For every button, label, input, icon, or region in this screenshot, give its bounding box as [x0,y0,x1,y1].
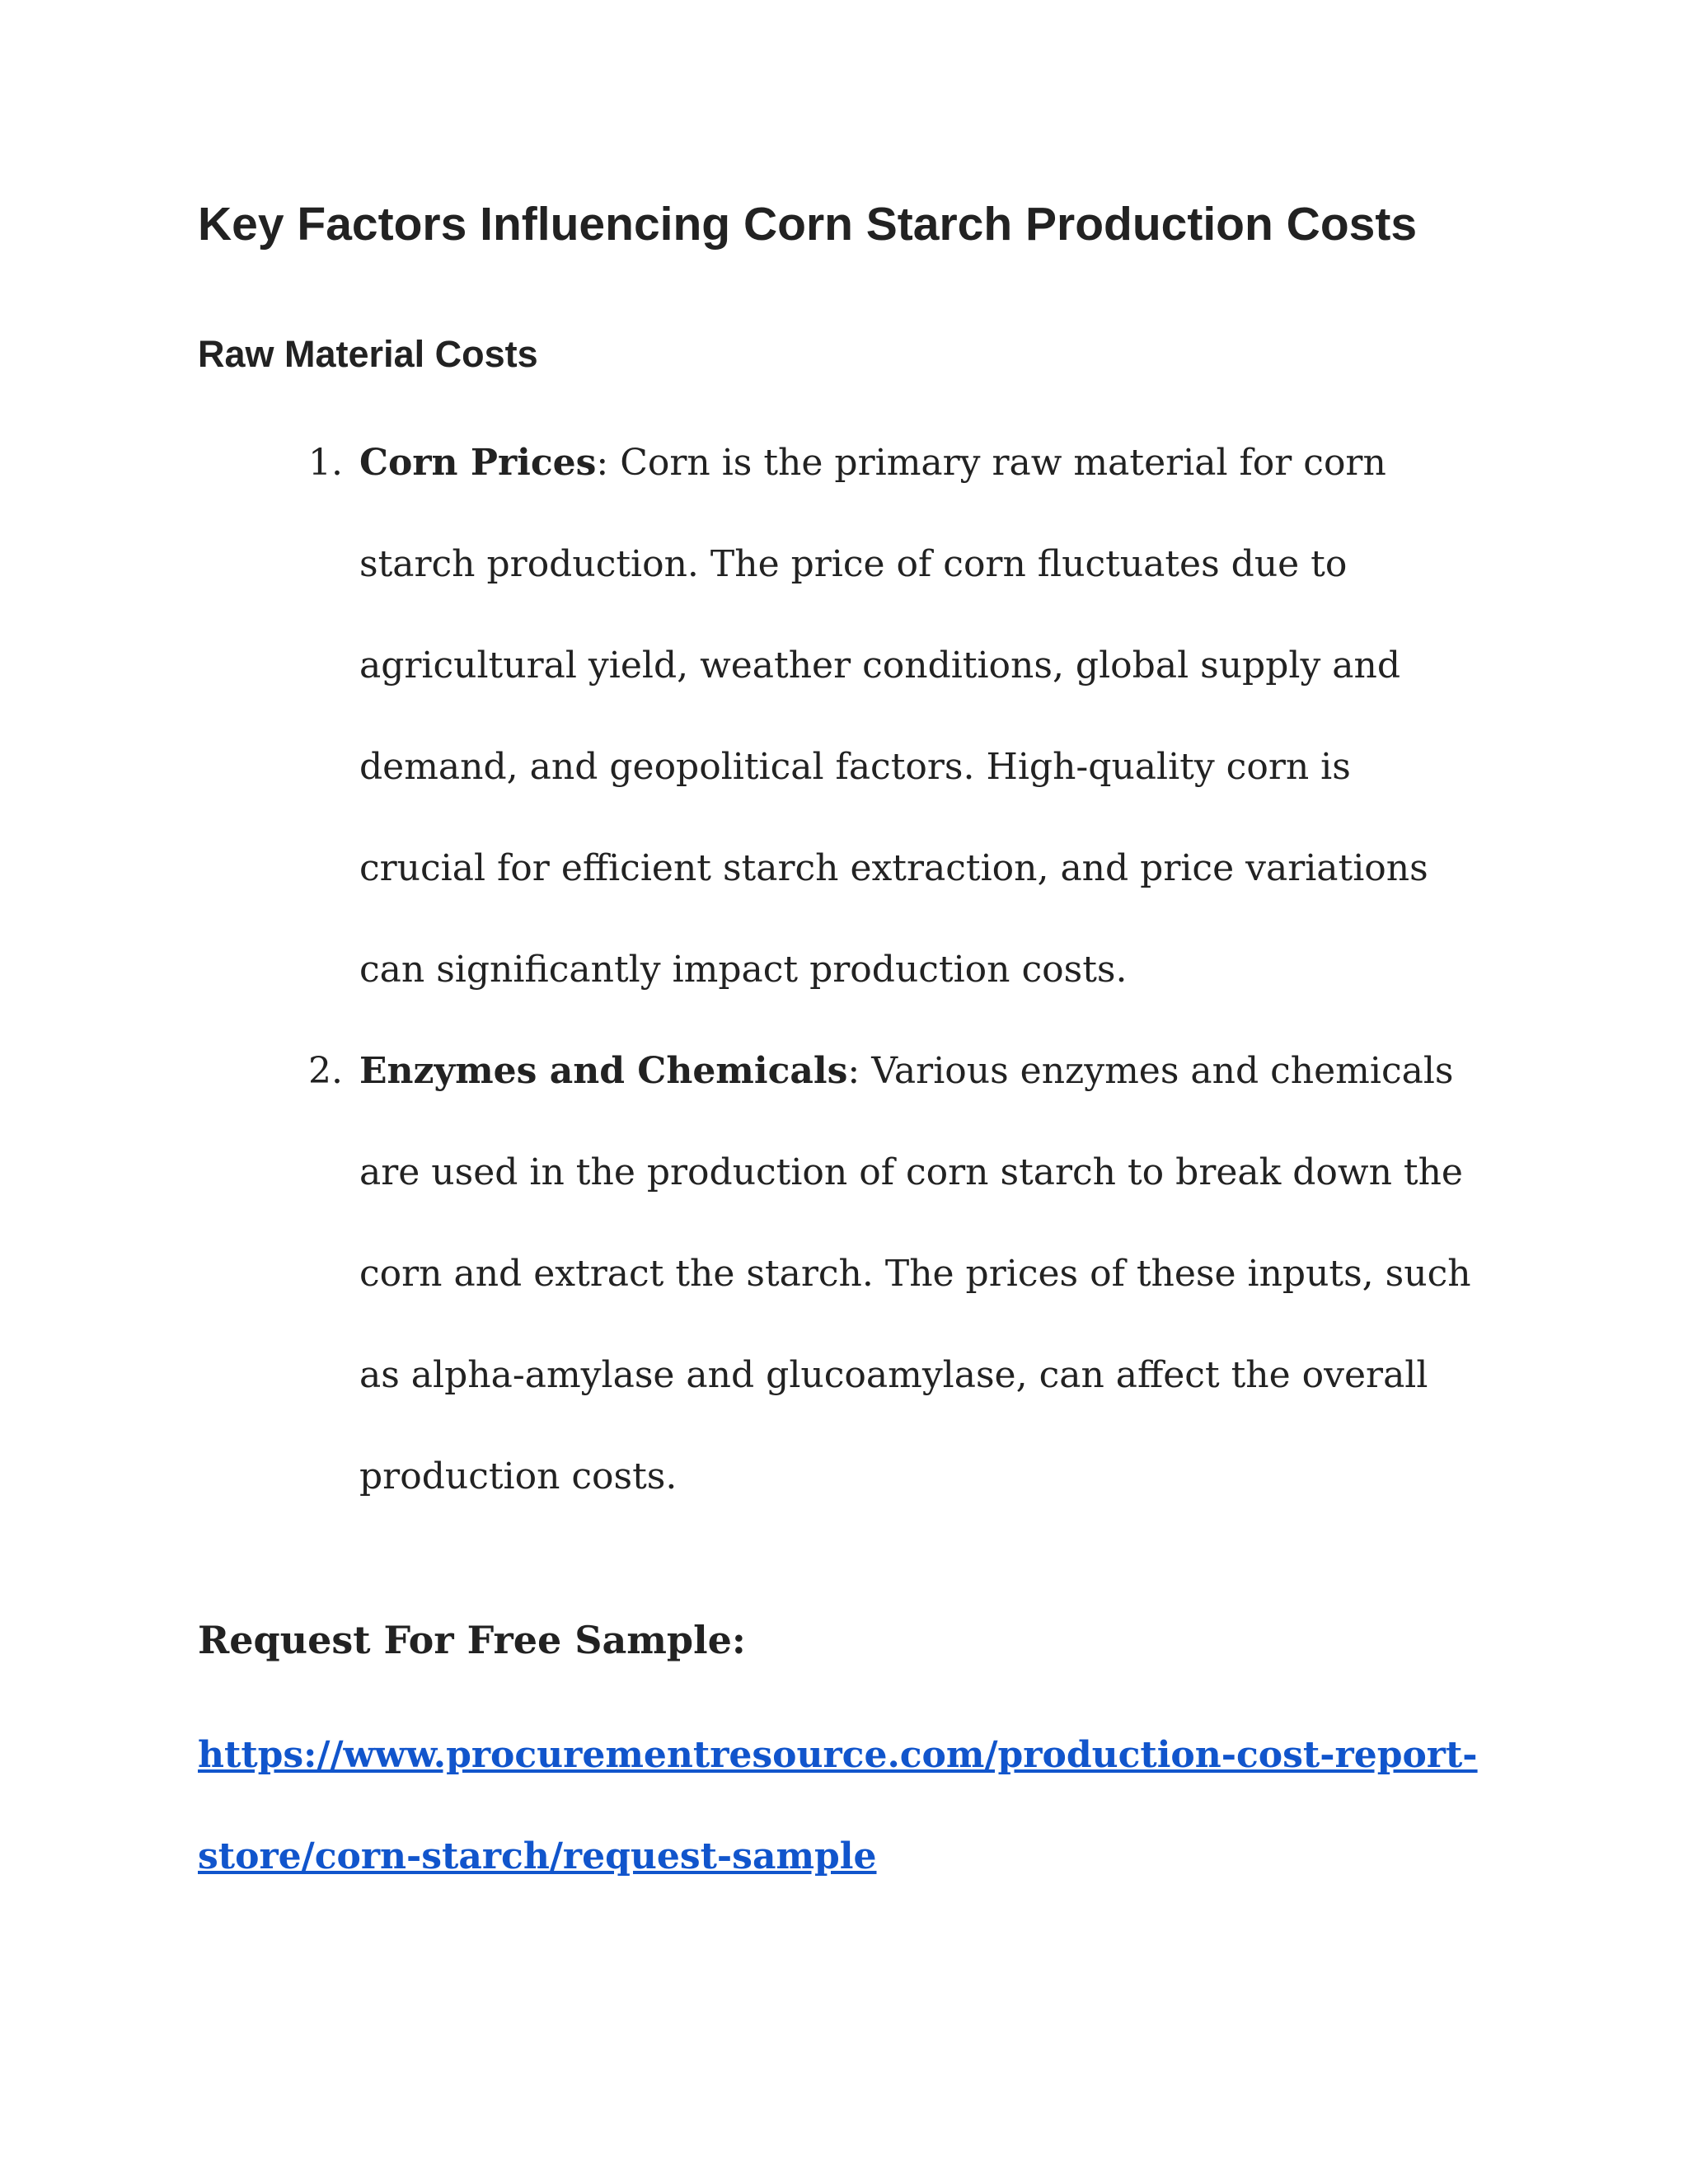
list-term: Corn Prices [359,442,597,484]
list-item-corn-prices [198,412,1484,1020]
request-sample-heading: Request For Free Sample: [198,1618,746,1662]
list-separator: : [847,1050,860,1092]
list-item-enzymes-and-chemicals [198,1020,1484,1527]
request-sample-link[interactable]: https://www.procurementresource.com/production-cost-report-store/corn-starch/request-sample [198,1734,1478,1877]
list-number: 2. [308,1050,343,1092]
list-text: Corn is the primary raw material for corn starch production. The price of corn fluctuates due to agricultural yield, weather conditions, global supply and demand, and geopolitical factors. High-quality corn is crucial for efficient starch extraction, and price variations can significantly impact production costs. [359,442,1428,991]
document-page [198,0,1484,2184]
section-heading-raw-material-costs: Raw Material Costs [198,333,538,375]
list-number: 1. [308,442,343,484]
list-text: Various enzymes and chemicals are used in the production of corn starch to break down the corn and extract the starch. The prices of these inputs, such as alpha-amylase and glucoamylase, can affect the overall production costs. [359,1050,1471,1497]
raw-material-list [198,412,1484,1527]
document-title: Key Factors Influencing Corn Starch Production Costs [198,198,1418,251]
list-term: Enzymes and Chemicals [359,1050,848,1092]
list-separator: : [596,442,609,484]
